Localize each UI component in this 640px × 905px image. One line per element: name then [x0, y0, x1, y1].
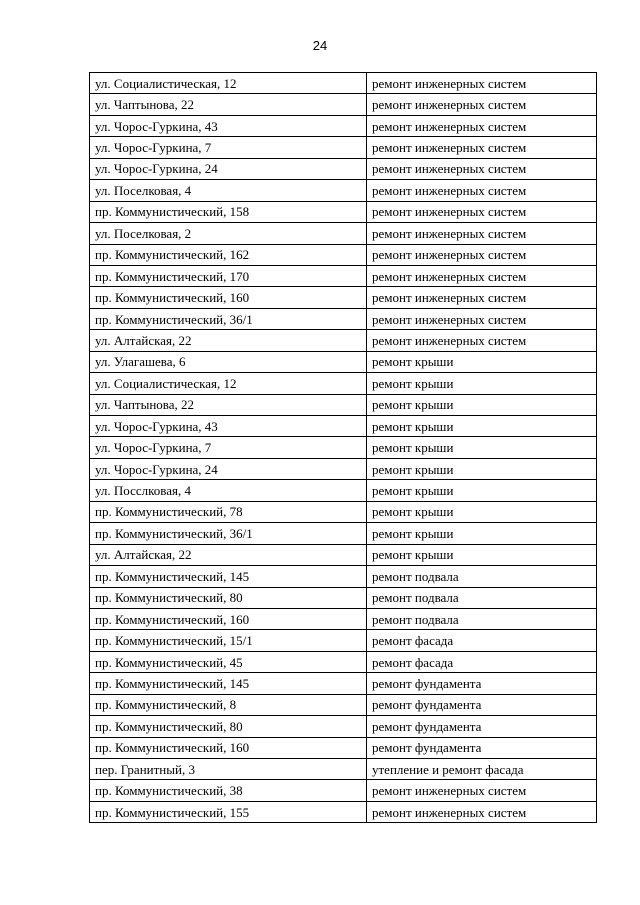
- table-row: [90, 501, 597, 522]
- work-type-cell: ремонт крыши: [367, 480, 597, 501]
- address-cell: ул. Чорос-Гуркина, 7: [90, 437, 367, 458]
- address-cell: пр. Коммунистический, 160: [90, 737, 367, 758]
- table-row: [90, 673, 597, 694]
- address-cell: пр. Коммунистический, 36/1: [90, 523, 367, 544]
- work-type-cell: ремонт инженерных систем: [367, 801, 597, 822]
- address-cell: ул. Чаптынова, 22: [90, 394, 367, 415]
- address-cell: пр. Коммунистический, 145: [90, 673, 367, 694]
- address-cell: ул. Чаптынова, 22: [90, 94, 367, 115]
- work-type-cell: ремонт фундамента: [367, 737, 597, 758]
- work-type-cell: ремонт фасада: [367, 630, 597, 651]
- table-row: [90, 544, 597, 565]
- table-row: [90, 630, 597, 651]
- table-row: [90, 780, 597, 801]
- table-row: [90, 351, 597, 372]
- work-type-cell: ремонт инженерных систем: [367, 201, 597, 222]
- work-type-cell: ремонт фундамента: [367, 716, 597, 737]
- work-type-cell: ремонт крыши: [367, 437, 597, 458]
- address-cell: ул. Чорос-Гуркина, 24: [90, 158, 367, 179]
- address-cell: пр. Коммунистический, 15/1: [90, 630, 367, 651]
- work-type-cell: ремонт подвала: [367, 566, 597, 587]
- table-row: [90, 394, 597, 415]
- work-type-cell: ремонт инженерных систем: [367, 244, 597, 265]
- work-type-cell: ремонт инженерных систем: [367, 158, 597, 179]
- address-cell: ул. Улагашева, 6: [90, 351, 367, 372]
- address-cell: пр. Коммунистический, 160: [90, 608, 367, 629]
- work-type-cell: ремонт крыши: [367, 394, 597, 415]
- work-type-cell: утепление и ремонт фасада: [367, 759, 597, 780]
- table-row: [90, 223, 597, 244]
- work-type-cell: ремонт крыши: [367, 373, 597, 394]
- work-type-cell: ремонт крыши: [367, 458, 597, 479]
- works-table: [89, 72, 597, 823]
- address-cell: пр. Коммунистический, 45: [90, 651, 367, 672]
- table-row: [90, 480, 597, 501]
- address-cell: ул. Чорос-Гуркина, 7: [90, 137, 367, 158]
- work-type-cell: ремонт инженерных систем: [367, 94, 597, 115]
- table-row: [90, 94, 597, 115]
- address-cell: пр. Коммунистический, 155: [90, 801, 367, 822]
- work-type-cell: ремонт фундамента: [367, 673, 597, 694]
- work-type-cell: ремонт крыши: [367, 351, 597, 372]
- table-row: [90, 73, 597, 94]
- address-cell: ул. Социалистическая, 12: [90, 73, 367, 94]
- work-type-cell: ремонт инженерных систем: [367, 308, 597, 329]
- address-cell: ул. Алтайская, 22: [90, 330, 367, 351]
- work-type-cell: ремонт крыши: [367, 501, 597, 522]
- table-row: [90, 587, 597, 608]
- table-row: [90, 180, 597, 201]
- address-cell: пр. Коммунистический, 80: [90, 716, 367, 737]
- work-type-cell: ремонт подвала: [367, 608, 597, 629]
- table-row: [90, 801, 597, 822]
- address-cell: пр. Коммунистический, 38: [90, 780, 367, 801]
- address-cell: ул. Посслковая, 4: [90, 480, 367, 501]
- table-row: [90, 566, 597, 587]
- address-cell: пр. Коммунистический, 162: [90, 244, 367, 265]
- table-row: [90, 759, 597, 780]
- address-cell: пр. Коммунистический, 8: [90, 694, 367, 715]
- address-cell: ул. Чорос-Гуркина, 43: [90, 115, 367, 136]
- table-row: [90, 287, 597, 308]
- table-row: [90, 201, 597, 222]
- table-row: [90, 523, 597, 544]
- table-row: [90, 694, 597, 715]
- table-row: [90, 158, 597, 179]
- address-cell: пр. Коммунистический, 78: [90, 501, 367, 522]
- table-row: [90, 373, 597, 394]
- address-cell: ул. Поселковая, 4: [90, 180, 367, 201]
- work-type-cell: ремонт инженерных систем: [367, 780, 597, 801]
- table-row: [90, 458, 597, 479]
- address-cell: ул. Чорос-Гуркина, 24: [90, 458, 367, 479]
- work-type-cell: ремонт фундамента: [367, 694, 597, 715]
- address-cell: ул. Поселковая, 2: [90, 223, 367, 244]
- table-row: [90, 416, 597, 437]
- work-type-cell: ремонт крыши: [367, 523, 597, 544]
- address-cell: пр. Коммунистический, 36/1: [90, 308, 367, 329]
- address-cell: пр. Коммунистический, 145: [90, 566, 367, 587]
- address-cell: пер. Гранитный, 3: [90, 759, 367, 780]
- address-cell: пр. Коммунистический, 158: [90, 201, 367, 222]
- table-row: [90, 737, 597, 758]
- address-cell: ул. Социалистическая, 12: [90, 373, 367, 394]
- work-type-cell: ремонт инженерных систем: [367, 330, 597, 351]
- work-type-cell: ремонт крыши: [367, 416, 597, 437]
- work-type-cell: ремонт подвала: [367, 587, 597, 608]
- table-row: [90, 115, 597, 136]
- table-row: [90, 244, 597, 265]
- work-type-cell: ремонт инженерных систем: [367, 287, 597, 308]
- address-cell: ул. Алтайская, 22: [90, 544, 367, 565]
- work-type-cell: ремонт инженерных систем: [367, 73, 597, 94]
- table-row: [90, 137, 597, 158]
- work-type-cell: ремонт инженерных систем: [367, 265, 597, 286]
- address-cell: ул. Чорос-Гуркина, 43: [90, 416, 367, 437]
- work-type-cell: ремонт фасада: [367, 651, 597, 672]
- work-type-cell: ремонт инженерных систем: [367, 115, 597, 136]
- address-cell: пр. Коммунистический, 170: [90, 265, 367, 286]
- table-row: [90, 716, 597, 737]
- address-cell: пр. Коммунистический, 80: [90, 587, 367, 608]
- table-row: [90, 437, 597, 458]
- page-number: 24: [312, 38, 328, 53]
- work-type-cell: ремонт крыши: [367, 544, 597, 565]
- table-row: [90, 330, 597, 351]
- table-row: [90, 308, 597, 329]
- work-type-cell: ремонт инженерных систем: [367, 137, 597, 158]
- address-cell: пр. Коммунистический, 160: [90, 287, 367, 308]
- work-type-cell: ремонт инженерных систем: [367, 180, 597, 201]
- table-row: [90, 651, 597, 672]
- table-row: [90, 265, 597, 286]
- work-type-cell: ремонт инженерных систем: [367, 223, 597, 244]
- table-row: [90, 608, 597, 629]
